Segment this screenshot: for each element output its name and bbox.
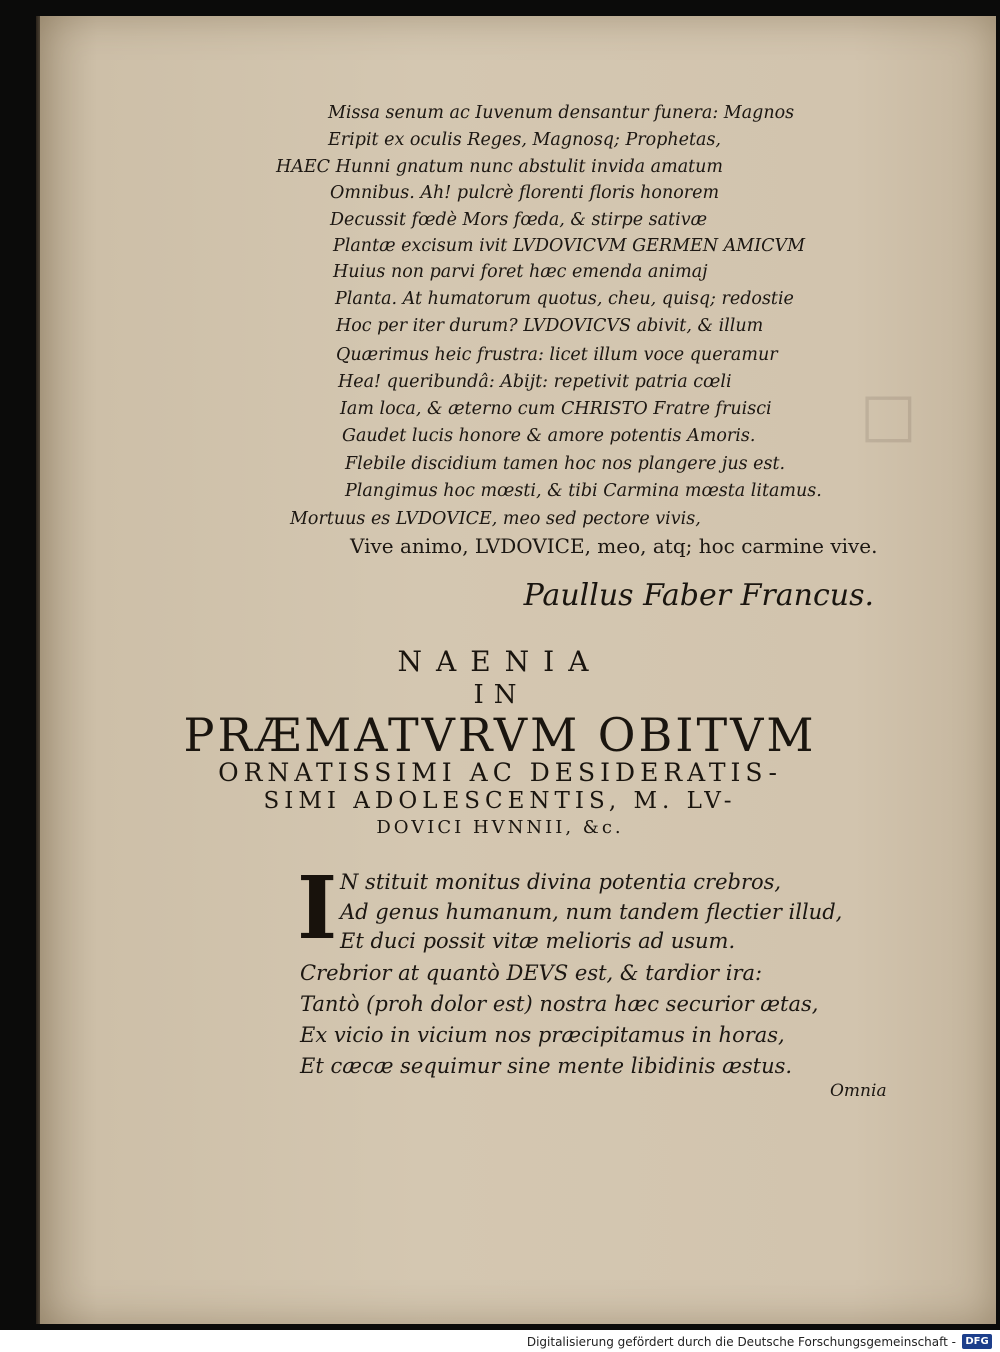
verse-line: Hoc per iter durum? LVDOVICVS abivit, & illum [336,316,764,336]
verse-line: Hea! queribundâ: Abijt: repetivit patria cœli [338,372,732,392]
verse-line: Iam loca, & æterno cum CHRISTO Fratre fruisci [340,399,772,419]
verse-line: Omnibus. Ah! pulcrè florenti floris honorem [330,183,720,203]
verse-line: Ad genus humanum, num tandem flectier illud, [340,900,843,924]
dfg-logo: DFG [962,1334,992,1349]
verse-line: Et cæcæ sequimur sine mente libidinis æstus. [300,1054,793,1078]
heading-main: PRÆMATVRVM OBITVM [183,708,817,762]
footer-credit: Digitalisierung gefördert durch die Deutsche Forschungsgemeinschaft - [526,1335,956,1349]
verse-line: Et duci possit vitæ melioris ad usum. [340,929,736,953]
verse-line: Eripit ex oculis Reges, Magnosq; Prophetas, [328,130,721,150]
heading-in: IN [473,680,527,710]
verse-line: Mortuus es LVDOVICE, meo sed pectore vivis, [290,509,701,529]
verse-line: Quærimus heic frustra: licet illum voce queramur [336,345,778,365]
verse-line: N stituit monitus divina potentia crebros, [340,870,782,894]
drop-cap: I [297,858,338,959]
verse-line: Plangimus hoc mœsti, & tibi Carmina mœsta litamus. [345,481,822,501]
verse-line: Flebile discidium tamen hoc nos plangere jus est. [345,454,786,474]
verse-line: Missa senum ac Iuvenum densantur funera: Magnos [328,103,795,123]
verse-line: Crebrior at quantò DEVS est, & tardior ira: [300,961,763,985]
verse-line: Huius non parvi foret hæc emenda animaj [333,262,708,282]
verse-line: HAEC Hunni gnatum nunc abstulit invida amatum [276,157,724,177]
heading-line-1: ORNATISSIMI AC DESIDERATIS- [218,758,782,787]
verse-line-final: Vive animo, LVDOVICE, meo, atq; hoc carmine vive. [350,534,878,558]
signature: Paullus Faber Francus. [523,578,874,613]
verse-line: Decussit fœdè Mors fœda, & stirpe sativæ [330,210,708,230]
verse-line: Plantæ excisum ivit LVDOVICVM GERMEN AMICVM [333,236,806,256]
verse-line: Planta. At humatorum quotus, cheu, quisq; redostie [335,289,794,309]
catchword: Omnia [830,1081,887,1101]
verse-line: Ex vicio in vicium nos præcipitamus in horas, [300,1023,785,1047]
heading-naenia: NAENIA [397,645,603,678]
heading-line-2: SIMI ADOLESCENTIS, M. LV- [263,788,737,814]
verse-line: Tantò (proh dolor est) nostra hæc securior ætas, [300,992,819,1016]
heading-line-3: DOVICI HVNNII, &c. [376,817,624,838]
verse-line: Gaudet lucis honore & amore potentis Amoris. [342,426,756,446]
